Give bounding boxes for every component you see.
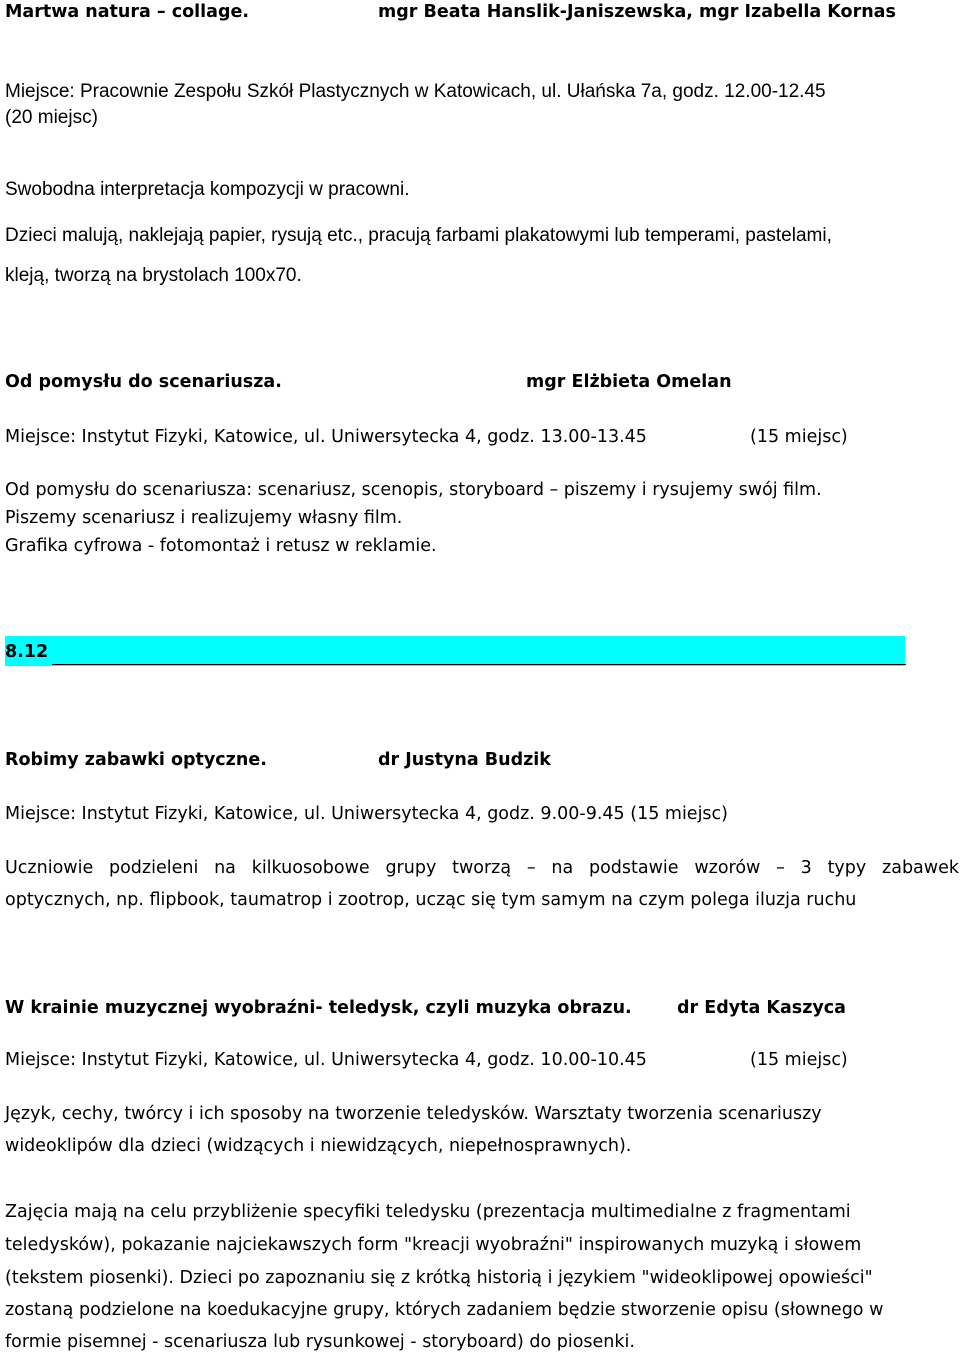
workshop-author: mgr Elżbieta Omelan <box>526 372 732 392</box>
workshop-description: formie pisemnej - scenariusza lub rysunkowej - storyboard) do piosenki. <box>5 1332 635 1352</box>
workshop-title: W krainie muzycznej wyobraźni- teledysk, czyli muzyka obrazu. <box>5 998 632 1018</box>
workshop-place: Miejsce: Instytut Fizyki, Katowice, ul. Uniwersytecka 4, godz. 9.00-9.45 (15 miejsc) <box>5 804 729 824</box>
workshop-description: Zajęcia mają na celu przybliżenie specyfiki teledysku (prezentacja multimedialne z fragmentami <box>5 1202 851 1222</box>
workshop-title: Martwa natura – collage. <box>5 2 250 22</box>
workshop-place: Miejsce: Pracownie Zespołu Szkół Plastycznych w Katowicach, ul. Ułańska 7a, godz. 12.00-12.45 <box>5 81 826 102</box>
workshop-seats: (15 miejsc) <box>750 427 848 447</box>
workshop-description: Piszemy scenariusz i realizujemy własny film. <box>5 508 403 528</box>
workshop-description: Język, cechy, twórcy i ich sposoby na tworzenie teledysków. Warsztaty tworzenia scenariuszy <box>5 1104 822 1124</box>
workshop-title: Od pomysłu do scenariusza. <box>5 372 282 392</box>
workshop-description: Uczniowie podzieleni na kilkuosobowe grupy tworzą – na podstawie wzorów – 3 typy zabawek <box>5 858 959 878</box>
workshop-place: Miejsce: Instytut Fizyki, Katowice, ul. Uniwersytecka 4, godz. 13.00-13.45 <box>5 427 647 447</box>
workshop-description: zostaną podzielone na koedukacyjne grupy, których zadaniem będzie stworzenie opisu (słownego w <box>5 1300 884 1320</box>
workshop-description: Od pomysłu do scenariusza: scenariusz, scenopis, storyboard – piszemy i rysujemy swój film. <box>5 480 822 500</box>
workshop-seats: (15 miejsc) <box>750 1050 848 1070</box>
workshop-description: Dzieci malują, naklejają papier, rysują etc., pracują farbami plakatowymi lub temperami, pastelami, <box>5 225 832 246</box>
workshop-place: Miejsce: Instytut Fizyki, Katowice, ul. Uniwersytecka 4, godz. 10.00-10.45 <box>5 1050 647 1070</box>
day-header: 8.12 <box>5 642 49 662</box>
workshop-seats: (20 miejsc) <box>5 107 98 128</box>
workshop-description: Swobodna interpretacja kompozycji w pracowni. <box>5 179 410 200</box>
workshop-description: (tekstem piosenki). Dzieci po zapoznaniu się z krótką historią i językiem "wideoklipowej opowieści" <box>5 1268 873 1288</box>
workshop-title: Robimy zabawki optyczne. <box>5 750 267 770</box>
workshop-authors: mgr Beata Hanslik-Janiszewska, mgr Izabella Kornas <box>378 2 896 22</box>
day-underline <box>52 664 906 665</box>
workshop-description: teledysków), pokazanie najciekawszych form "kreacji wyobraźni" inspirowanych muzyką i słowem <box>5 1235 862 1255</box>
workshop-description: kleją, tworzą na brystolach 100x70. <box>5 265 302 286</box>
workshop-author: dr Edyta Kaszyca <box>677 998 846 1018</box>
workshop-author: dr Justyna Budzik <box>378 750 551 770</box>
workshop-description: optycznych, np. flipbook, taumatrop i zootrop, ucząc się tym samym na czym polega iluzja ruchu <box>5 890 857 910</box>
workshop-description: wideoklipów dla dzieci (widzących i niewidzących, niepełnosprawnych). <box>5 1136 632 1156</box>
workshop-description: Grafika cyfrowa - fotomontaż i retusz w reklamie. <box>5 536 437 556</box>
day-highlight-band <box>5 636 905 666</box>
